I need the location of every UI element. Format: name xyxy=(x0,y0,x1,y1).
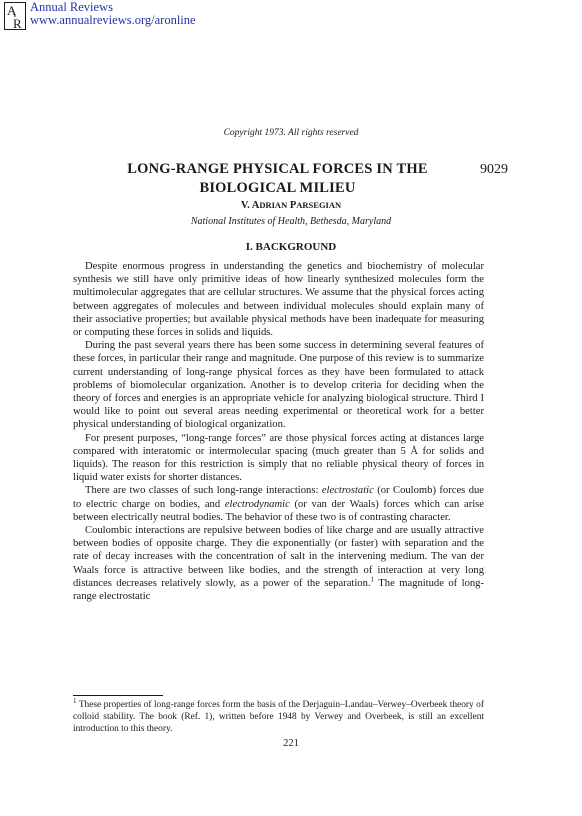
paragraph: During the past several years there has been some success in determining several features of these forces, in particular their range and magnitude. One purpose of this review is to summarize current understanding of long-range physical forces as they have been formulated to attack problems of biomolecular organization. Another is to develop criteria for deciding when the theory of forces and energies is an appropriate vehicle for analyzing biological structure. Third I would like to point out several areas needing experimental or theoretical work for a better physical understanding of biological organization. xyxy=(73,340,484,431)
paragraph-part: (or Coulomb) forces due to electric charge on bodies, and xyxy=(73,485,484,510)
footnote-divider xyxy=(73,695,163,696)
publisher-url-link[interactable]: www.annualreviews.org/aronline xyxy=(30,13,196,27)
paragraph xyxy=(73,484,484,524)
paragraph: Despite enormous progress in understanding the genetics and biochemistry of molecular synthesis we still have only primitive ideas of how linearly synthesized molecules form the multimolecular aggregates that are cellular structures. We assume that the physical forces acting between aggregates of molecules and between individual molecules should explain many of their associative properties; but available physical methods have been inadequate for measuring or computing these forces in solids and liquids. xyxy=(73,261,484,339)
paragraph xyxy=(73,524,484,603)
footnote-mark: 1 xyxy=(73,696,77,705)
emphasis-term: electrodynamic xyxy=(224,498,290,510)
author-first-rest: DRIAN xyxy=(259,200,288,210)
page-number: 221 xyxy=(283,738,299,749)
paragraph-part: (or van der Waals) forces which can arise between electrically neutral bodies. The behavior of these two is of contrasting character. xyxy=(73,498,484,523)
author-name xyxy=(0,200,582,211)
section-heading: I. BACKGROUND xyxy=(245,241,337,253)
author-last-initial: P xyxy=(289,200,297,211)
article-title: LONG-RANGE PHYSICAL FORCES IN THE BIOLOGICAL MILIEU xyxy=(127,161,428,196)
author-affiliation: National Institutes of Health, Bethesda, Maryland xyxy=(190,216,392,227)
article-number: 9029 xyxy=(480,162,508,177)
publisher-name: Annual Reviews xyxy=(30,0,113,14)
paragraph-part: There are two classes of such long-range interactions: xyxy=(85,485,322,497)
footnote xyxy=(73,696,484,735)
annual-reviews-logo-icon xyxy=(4,2,26,30)
footnote-reference[interactable]: 1 xyxy=(370,575,375,584)
emphasis-term: electrostatic xyxy=(321,485,374,497)
author-initial: V. A xyxy=(240,200,260,211)
body-text xyxy=(73,260,484,603)
author-last-rest: ARSEGIAN xyxy=(296,200,342,210)
paragraph-part: Coulombic interactions are repulsive between bodies of like charge and are usually attractive between bodies of opposite charge. They die exponentially (or faster) with separation and the rate of decay increases with the concentration of salt in the intervening medium. The van der Waals force is attractive between like bodies, and the strength of interaction at very long distances decreases relatively slowly, as a power of the separation. xyxy=(73,525,484,589)
svg-text:A: A xyxy=(7,3,17,18)
copyright-notice: Copyright 1973. All rights reserved xyxy=(223,128,359,138)
footnote-text: These properties of long-range forces form the basis of the Derjaguin–Landau–Verwey–Overbeek theory of colloid stability. The book (Ref. 1), written before 1948 by Verwey and Overbeek, is still an excellent introduction to this theory. xyxy=(73,700,484,734)
svg-text:R: R xyxy=(13,16,22,29)
header-links xyxy=(30,1,196,27)
paragraph-part: The magnitude of long-range electrostatic xyxy=(73,577,484,603)
paragraph: For present purposes, “long-range forces” are those physical forces acting at distances large compared with interatomic or intermolecular spacing (much greater than 5 Å for solids and liquids). The reason for this restriction is simply that no reliable physical theory of forces in liquid water exists for shorter distances. xyxy=(73,432,484,484)
